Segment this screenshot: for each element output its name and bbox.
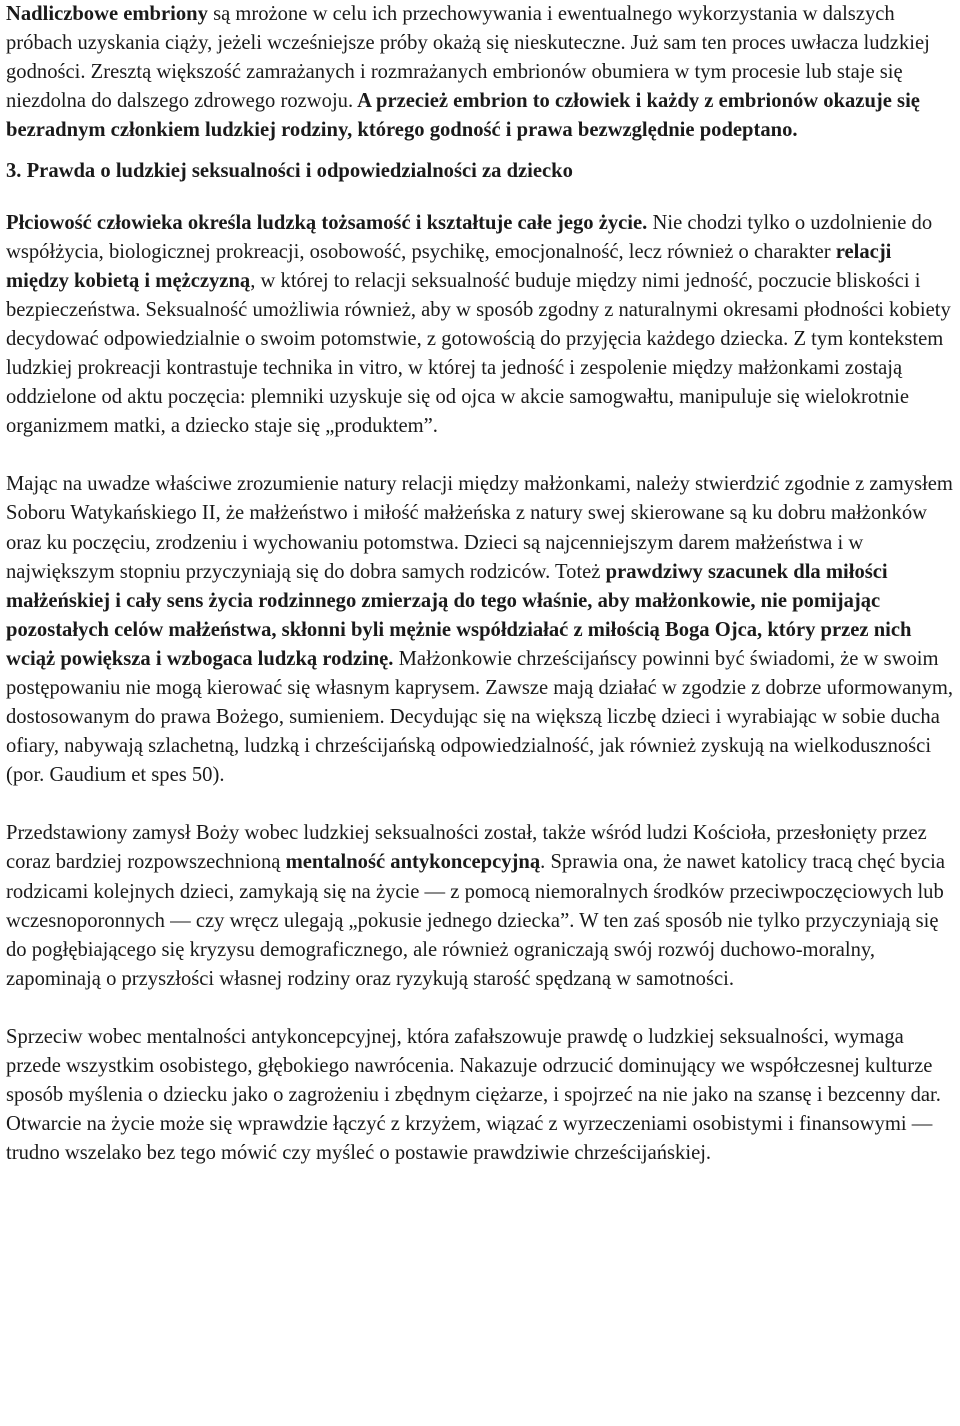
paragraph-text: są mrożone w celu ich przechowywania i ewentualnego wykorzystania w dalszych próbach uzyskania ciąży, jeżeli wcześniejsze próby okażą się nieskuteczne. Już sam ten proces uwłacza ludzkiej godności. Zresztą większość zamrażanych i rozmrażanych embrionów obumiera w tym procesie lub staje się niezdolna do dalszego zdrowego rozwoju.	[6, 3, 930, 113]
paragraph-text: Przedstawiony zamysł Boży wobec ludzkiej seksualności został, także wśród ludzi Kościoła, przesłonięty przez coraz bardziej rozpowszechnioną	[6, 822, 927, 874]
paragraph-text: Sprzeciw wobec mentalności antykoncepcyjnej, która zafałszowuje prawdę o ludzkiej seksualności, wymaga przede wszystkim osobistego, głębokiego nawrócenia. Nakazuje odrzucić dominujący we współczesnej kulturze sposób myślenia o dziecku jako o zagrożeniu i zbędnym ciężarze, i spojrzeć na nie jako na szansę i bezcenny dar. Otwarcie na życie może się wprawdzie łączyć z krzyżem, wiązać z wyrzeczeniami osobistymi i finansowymi — trudno wszelako bez tego mówić czy myśleć o postawie prawdziwie chrześcijańskiej.	[6, 1025, 941, 1165]
bold-phrase: relacji między kobietą i mężczyzną	[6, 240, 892, 292]
paragraph-contraceptive-mentality	[6, 819, 956, 994]
paragraph-embryos	[6, 0, 956, 145]
bold-phrase: Płciowość człowieka określa ludzką tożsamość i kształtuje całe jego życie.	[6, 211, 648, 234]
bold-phrase: A przecież embrion to człowiek i każdy z embrionów okazuje się bezradnym członkiem ludzkiej rodziny, którego godność i prawa bezwzględnie podeptano.	[6, 90, 920, 142]
paragraph-text: Mając na uwadze właściwe zrozumienie natury relacji między małżonkami, należy stwierdzić zgodnie z zamysłem Soboru Watykańskiego II, że małżeństwo i miłość małżeńska z natury swej skierowane są ku dobru małżonków oraz ku poczęciu, zrodzeniu i wychowaniu potomstwa. Dzieci są najcenniejszym darem małżeństwa i w największym stopniu przyczyniają się do dobra samych rodziców. Toteż	[6, 473, 953, 583]
bold-phrase: Nadliczbowe embriony	[6, 3, 208, 25]
paragraph-text: Nie chodzi tylko o uzdolnienie do współżycia, biologicznej prokreacji, osobowość, psychikę, emocjonalność, lecz również o charakter	[6, 211, 933, 263]
section-heading	[6, 157, 956, 186]
paragraph-text: , w której to relacji seksualność buduje między nimi jedność, poczucie bliskości i bezpieczeństwa. Seksualność umożliwia również, aby w sposób zgodny z naturalnymi okresami płodności kobiety decydować odpowiedzialnie o swoim potomstwie, z gotowością do przyjęcia każdego dziecka. Z tym kontekstem ludzkiej prokreacji kontrastuje technika in vitro, w której ta jedność i zespolenie między małżonkami zostają oddzielone od aktu poczęcia: plemniki uzyskuje się od ojca w akcie samogwałtu, manipuluje się wielokrotnie organizmem matki, a dziecko staje się „produktem”.	[6, 269, 951, 438]
paragraph-text: Małżonkowie chrześcijańscy powinni być świadomi, że w swoim postępowaniu nie mogą kierować się własnym kaprysem. Zawsze mają działać w zgodzie z dobrze uformowanym, dostosowanym do prawa Bożego, sumieniem. Decydując się na większą liczbę dzieci i wyrabiając w sobie ducha ofiary, nabywają szlachetną, ludzką i chrześcijańską odpowiedzialność, jak również zyskują na wielkoduszności (por. Gaudium et spes 50).	[6, 647, 953, 787]
heading-text: 3. Prawda o ludzkiej seksualności i odpowiedzialności za dziecko	[6, 160, 573, 183]
paragraph-text: . Sprawia ona, że nawet katolicy tracą chęć bycia rodzicami kolejnych dzieci, zamykają się na życie — z pomocą niemoralnych środków przeciwpoczęciowych lub wczesnoporonnych — czy wręcz ulegają „pokusie jednego dziecka”. W ten zaś sposób nie tylko przyczyniają się do pogłębiającego się kryzysu demograficznego, ale również ograniczają swój rozwój duchowo-moralny, zapominają o przyszłości własnej rodziny oraz ryzykują starość spędzaną w samotności.	[6, 851, 945, 990]
bold-phrase: prawdziwy szacunek dla miłości małżeńskiej i cały sens życia rodzinnego zmierzają do tego właśnie, aby małżonkowie, nie pomijając pozostałych celów małżeństwa, skłonni byli mężnie współdziałać z miłością Boga Ojca, który przez nich wciąż powiększa i wzbogaca ludzką rodzinę.	[6, 560, 912, 670]
paragraph-conversion	[6, 1023, 956, 1168]
bold-phrase: mentalność antykoncepcyjną	[285, 851, 541, 874]
paragraph-sexuality	[6, 209, 956, 442]
paragraph-marriage	[6, 470, 956, 790]
